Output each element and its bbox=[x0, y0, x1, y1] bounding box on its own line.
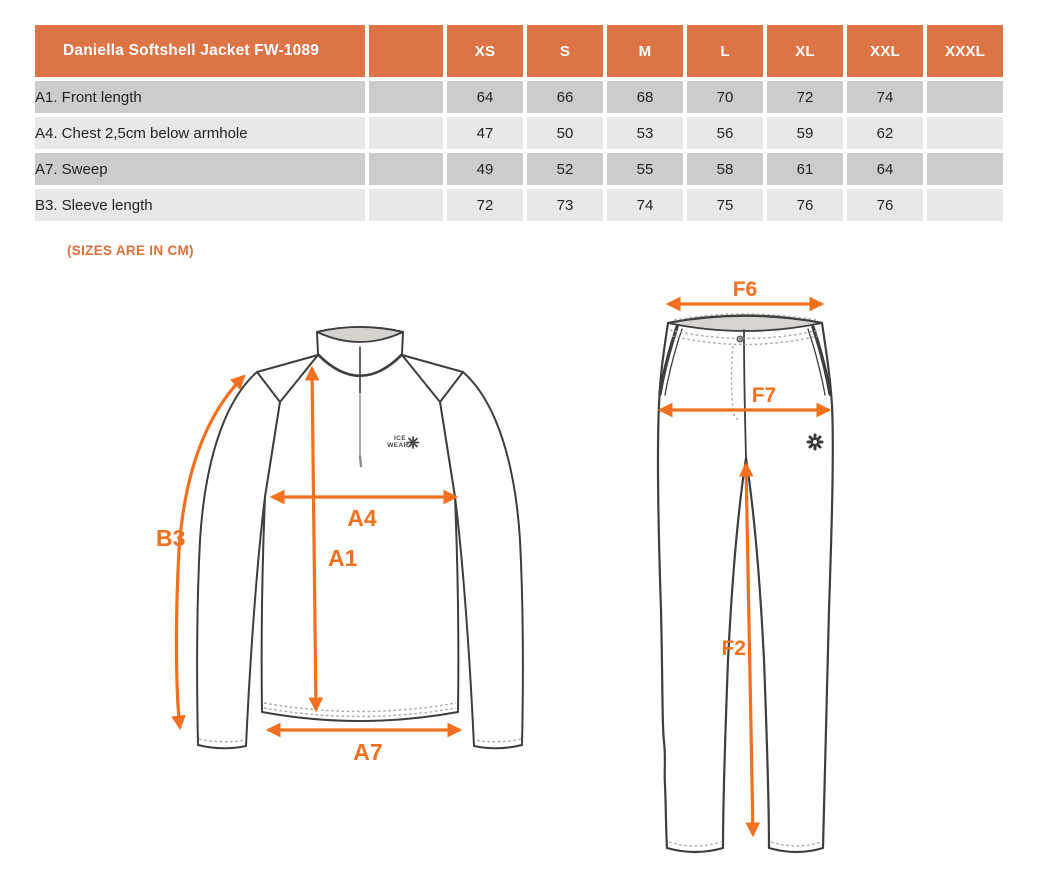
size-value-cell bbox=[927, 153, 1003, 185]
size-value-cell bbox=[927, 81, 1003, 113]
size-value-cell: 66 bbox=[527, 81, 603, 113]
size-value-cell: 74 bbox=[847, 81, 923, 113]
size-value-cell: 76 bbox=[767, 189, 843, 221]
size-value-cell: 64 bbox=[447, 81, 523, 113]
jacket-b3-label: B3 bbox=[156, 525, 186, 551]
table-row-sleeve-length bbox=[35, 189, 1003, 221]
size-value-cell: 55 bbox=[607, 153, 683, 185]
size-value-cell: 73 bbox=[527, 189, 603, 221]
size-value-cell: 52 bbox=[527, 153, 603, 185]
size-value-cell: 75 bbox=[687, 189, 763, 221]
row-label-cell: A1. Front length bbox=[35, 81, 365, 113]
row-label-cell: A4. Chest 2,5cm below armhole bbox=[35, 117, 365, 149]
f2-arrow bbox=[746, 464, 753, 835]
size-value-cell: 61 bbox=[767, 153, 843, 185]
size-value-cell: 64 bbox=[847, 153, 923, 185]
size-value-cell: 72 bbox=[767, 81, 843, 113]
jacket-outline bbox=[197, 327, 523, 748]
spacer-cell bbox=[369, 189, 443, 221]
size-value-cell: 76 bbox=[847, 189, 923, 221]
size-value-cell: 56 bbox=[687, 117, 763, 149]
size-header-xs: XS bbox=[447, 25, 523, 77]
size-value-cell: 70 bbox=[687, 81, 763, 113]
spacer-cell bbox=[369, 153, 443, 185]
spacer-header-cell bbox=[369, 25, 443, 77]
size-value-cell: 68 bbox=[607, 81, 683, 113]
size-value-cell: 72 bbox=[447, 189, 523, 221]
size-header-xl: XL bbox=[767, 25, 843, 77]
size-header-m: M bbox=[607, 25, 683, 77]
size-value-cell: 59 bbox=[767, 117, 843, 149]
size-value-cell bbox=[927, 189, 1003, 221]
pants-f2-label: F2 bbox=[721, 637, 746, 660]
pants-outline bbox=[658, 316, 833, 853]
row-label-cell: B3. Sleeve length bbox=[35, 189, 365, 221]
pants-diagram bbox=[620, 280, 900, 894]
jacket-a1-label: A1 bbox=[328, 545, 358, 571]
jacket-a7-label: A7 bbox=[353, 739, 383, 765]
size-header-l: L bbox=[687, 25, 763, 77]
size-table bbox=[31, 21, 1007, 225]
size-value-cell bbox=[927, 117, 1003, 149]
snowflake-logo-icon bbox=[408, 437, 419, 448]
table-row-chest bbox=[35, 117, 1003, 149]
table-row-sweep bbox=[35, 153, 1003, 185]
size-table-wrap bbox=[31, 21, 1007, 225]
size-value-cell: 58 bbox=[687, 153, 763, 185]
size-value-cell: 47 bbox=[447, 117, 523, 149]
spacer-cell bbox=[369, 117, 443, 149]
size-header-xxl: XXL bbox=[847, 25, 923, 77]
size-value-cell: 53 bbox=[607, 117, 683, 149]
jacket-a4-label: A4 bbox=[347, 505, 377, 531]
pants-f7-label: F7 bbox=[751, 384, 777, 407]
logo-text-wear: WEAR bbox=[387, 442, 409, 449]
size-header-xxxl: XXXL bbox=[927, 25, 1003, 77]
size-value-cell: 50 bbox=[527, 117, 603, 149]
sizes-in-cm-note: (SIZES ARE IN CM) bbox=[67, 243, 194, 258]
waist-button bbox=[737, 336, 743, 342]
table-row-front-length bbox=[35, 81, 1003, 113]
size-value-cell: 62 bbox=[847, 117, 923, 149]
pants-f6-label: F6 bbox=[732, 280, 758, 301]
spacer-cell bbox=[369, 81, 443, 113]
row-label-cell: A7. Sweep bbox=[35, 153, 365, 185]
size-value-cell: 49 bbox=[447, 153, 523, 185]
size-header-s: S bbox=[527, 25, 603, 77]
snowflake-badge-icon bbox=[808, 435, 822, 449]
table-header-row bbox=[35, 25, 1003, 77]
table-title: Daniella Softshell Jacket FW-1089 bbox=[35, 25, 365, 77]
logo-text-ice: ICE bbox=[393, 435, 407, 442]
jacket-diagram bbox=[140, 300, 580, 780]
size-value-cell: 74 bbox=[607, 189, 683, 221]
